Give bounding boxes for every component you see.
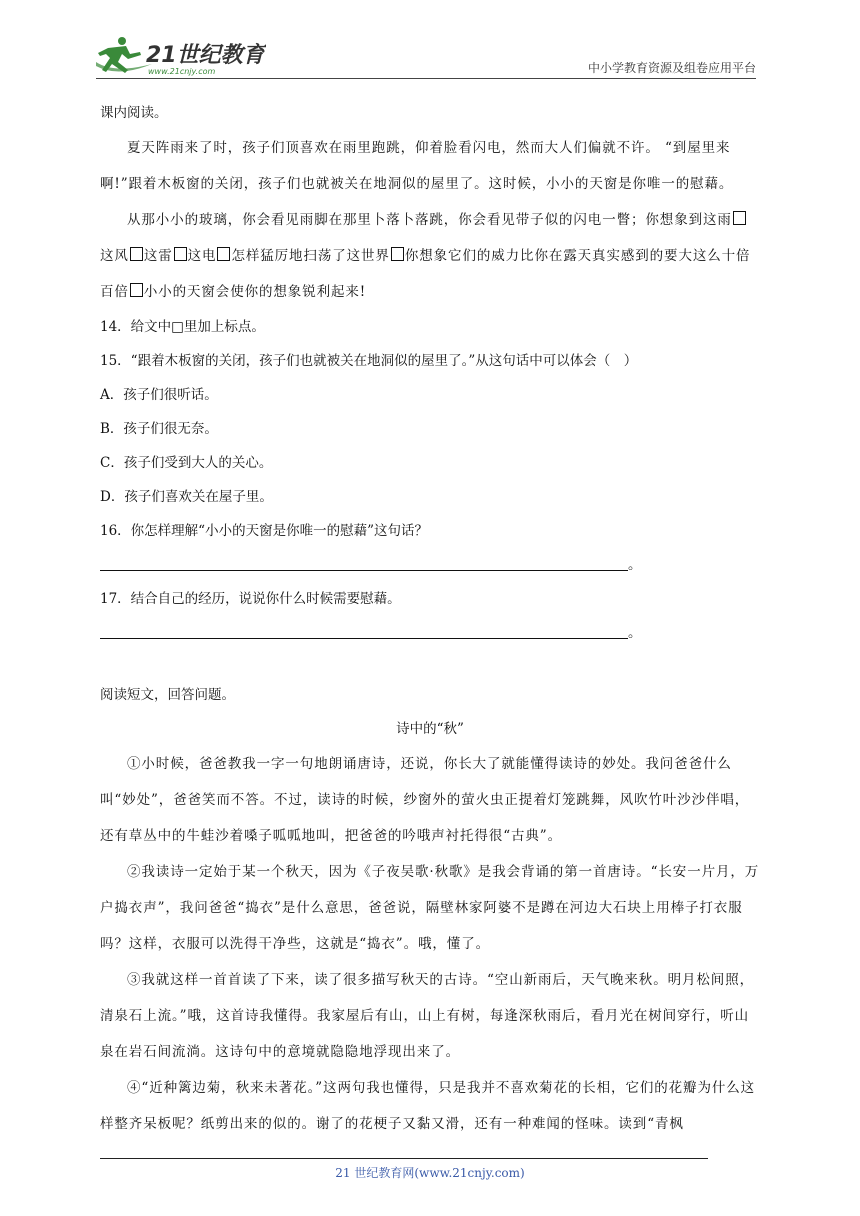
article-para-2: ②我读诗一定始于某一个秋天，因为《子夜吴歌·秋歌》是我会背诵的第一首唐诗。“长安一片月，万户捣衣声”，我问爸爸“捣衣”是什么意思，爸爸说，隔壁林家阿婆不是蹲在河边大石块上用棒子打衣服吗？这样，衣服可以洗得干净些，这就是“捣衣”。哦，懂了。	[100, 864, 760, 952]
punct-box	[391, 247, 404, 261]
punct-box	[130, 247, 143, 261]
platform-name: 中小学教育资源及组卷应用平台	[587, 61, 756, 75]
passage-para-2: 从那小小的玻璃，你会看见雨脚在那里卜落卜落跳，你会看见带子似的闪电一瞥；你想象到这雨这风 这雷 这电 怎样猛厉地扫荡了这世界 你想象它们的威力比你在露天真实感到的要大这么十倍百倍 小小的天窗会使你的想象锐利起来!	[100, 212, 751, 300]
header-divider	[96, 78, 756, 79]
footer-text[interactable]: 21 世纪教育网(www.21cnjy.com)	[335, 1166, 525, 1180]
punct-box	[174, 247, 187, 261]
section1-intro: 课内阅读。	[100, 105, 168, 121]
article-para-1: ①小时候，爸爸教我一字一句地朗诵唐诗，还说，你长大了就能懂得读诗的妙处。我问爸爸什么叫“妙处”，爸爸笑而不答。不过，读诗的时候，纱窗外的萤火虫正提着灯笼跳舞，风吹竹叶沙沙伴唱，还有草丛中的牛蛙沙着嗓子呱呱地叫，把爸爸的吟哦声衬托得很“古典”。	[100, 756, 750, 844]
punct-box	[130, 283, 143, 297]
article-para-3: ③我就这样一首首读了下来，读了很多描写秋天的古诗。“空山新雨后，天气晚来秋。明月松间照，清泉石上流。”哦，这首诗我懂得。我家屋后有山，山上有树，每逢深秋雨后，看月光在树间穿行，听山泉在岩石间流淌。这诗句中的意境就隐隐地浮现出来了。	[100, 972, 754, 1060]
q16-answer-line[interactable]: 。	[100, 548, 760, 582]
punct-box	[733, 211, 746, 225]
passage-para-1: 夏天阵雨来了时，孩子们顶喜欢在雨里跑跳，仰着脸看闪电，然而大人们偏就不许。 “到屋里来啊!”跟着木板窗的关闭，孩子们也就被关在地洞似的屋里了。这时候，小小的天窗是你唯一的慰藉。	[100, 140, 734, 192]
document-body	[100, 96, 760, 1142]
svg-text:www.21cnjy.com: www.21cnjy.com	[148, 67, 216, 76]
page-header	[96, 34, 756, 80]
q15-option-c: C．孩子们受到大人的关心。	[100, 455, 273, 471]
punct-box	[217, 247, 230, 261]
site-logo	[96, 34, 266, 78]
article-para-4: ④“近种篱边菊，秋来未著花。”这两句我也懂得，只是我并不喜欢菊花的长相，它们的花瓣为什么这样整齐呆板呢？纸剪出来的似的。谢了的花梗子又黏又滑，还有一种难闻的怪味。读到“青枫	[100, 1080, 756, 1132]
q17-answer-line[interactable]: 。	[100, 616, 760, 650]
section2-intro: 阅读短文，回答问题。	[100, 687, 235, 703]
q15-option-b: B．孩子们很无奈。	[100, 421, 218, 437]
q15-option-d: D．孩子们喜欢关在屋子里。	[100, 489, 273, 505]
question-14: 14．给文中□里加上标点。	[100, 319, 265, 335]
svg-text:21世纪教育: 21世纪教育	[146, 43, 265, 68]
footer-divider	[100, 1158, 708, 1159]
question-17: 17．结合自己的经历，说说你什么时候需要慰藉。	[100, 591, 401, 607]
question-15: 15．“跟着木板窗的关闭，孩子们也就被关在地洞似的屋里了。”从这句话中可以体会（ ）	[100, 353, 638, 369]
q15-option-a: A．孩子们很听话。	[100, 387, 218, 403]
question-16: 16．你怎样理解“小小的天窗是你唯一的慰藉”这句话？	[100, 523, 428, 539]
article-title: 诗中的“秋”	[396, 721, 464, 737]
